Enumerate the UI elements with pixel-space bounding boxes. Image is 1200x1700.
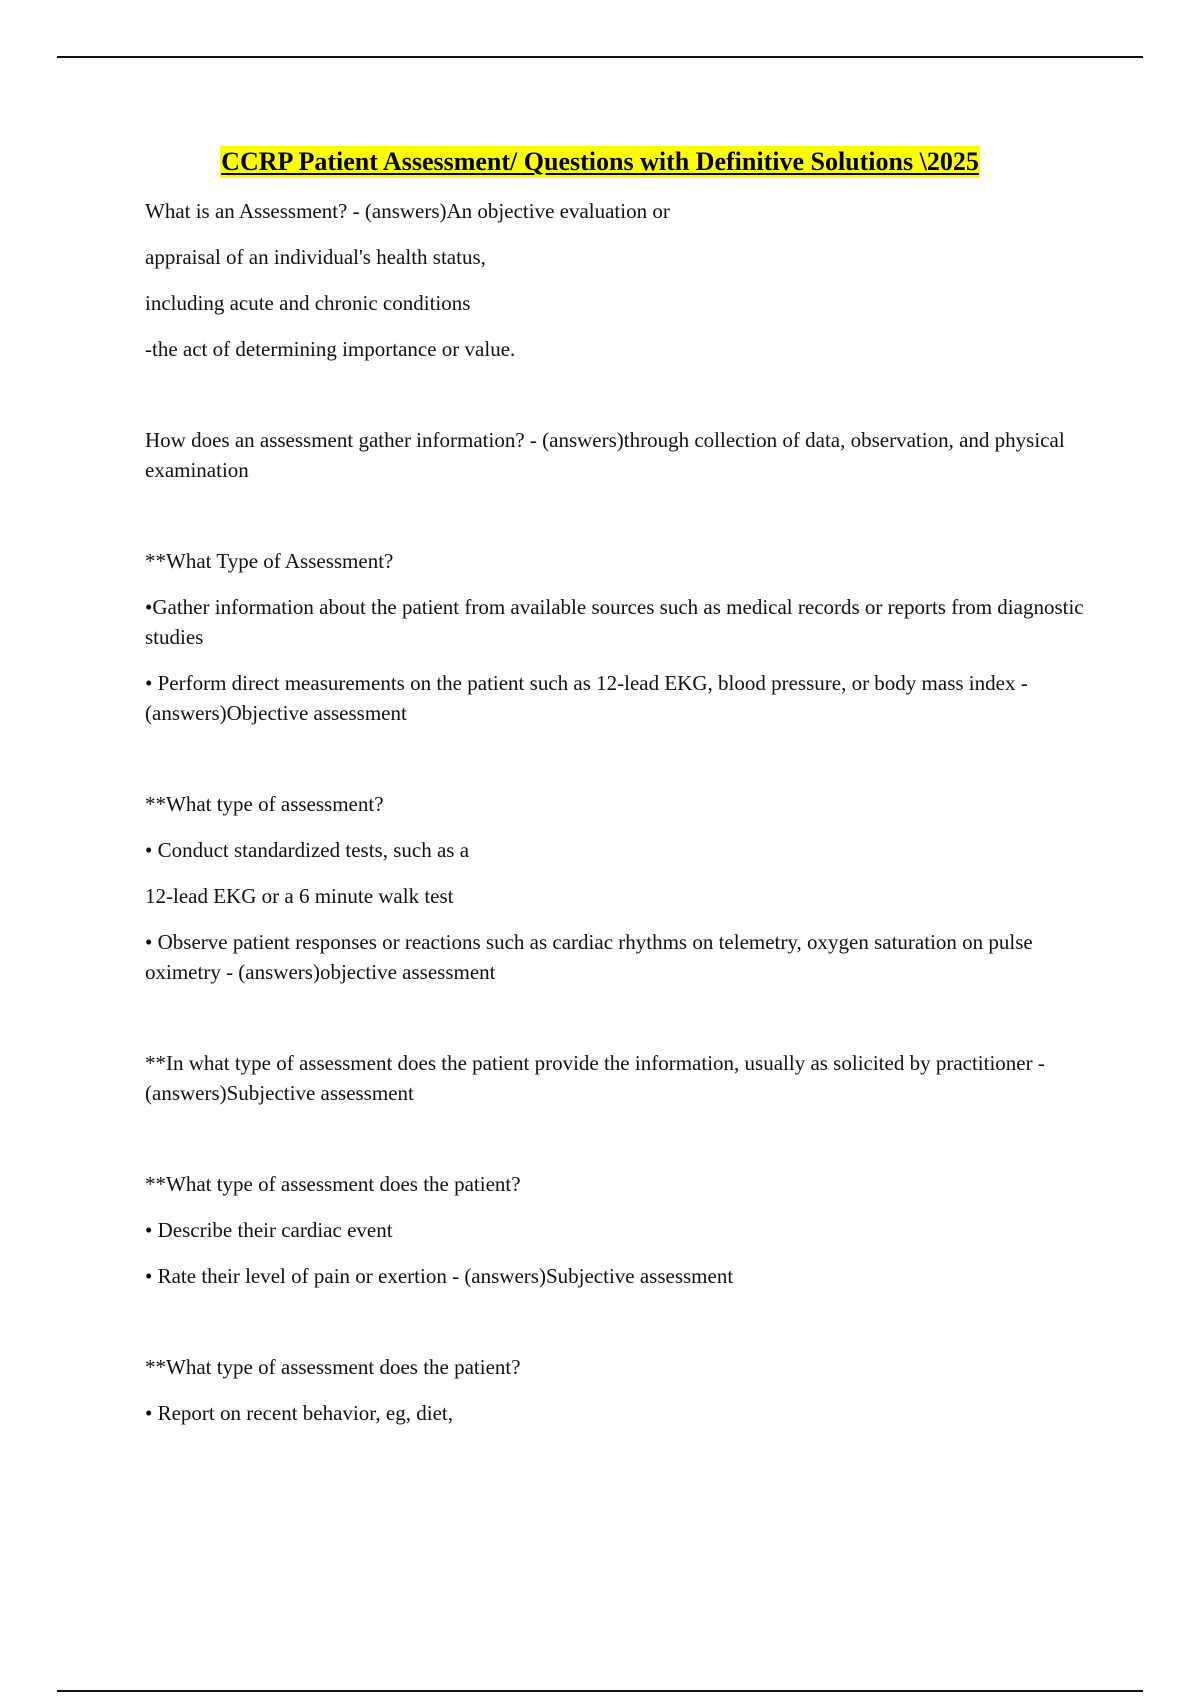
qa-block-1 [145,196,1095,364]
qa-line: • Observe patient responses or reactions such as cardiac rhythms on telemetry, oxygen saturation on pulse oximetry - (answers)objective assessment [145,930,1033,984]
qa-block-6 [145,1169,1095,1291]
qa-block-5 [145,1048,1095,1108]
qa-line: • Conduct standardized tests, such as a [145,838,470,862]
qa-line: How does an assessment gather information? - (answers)through collection of data, observation, and physical examination [145,428,1065,482]
qa-block-3 [145,546,1095,728]
qa-line: • Report on recent behavior, eg, diet, [145,1401,453,1425]
qa-line: **What type of assessment does the patient? [145,1355,521,1379]
qa-line: **In what type of assessment does the patient provide the information, usually as solicited by practitioner - (answers)Subjective assessment [145,1051,1045,1105]
document-body [145,196,1095,1444]
section-spacer [145,501,1095,546]
bottom-rule [57,1690,1143,1692]
document-title: CCRP Patient Assessment/ Questions with Definitive Solutions \2025 [221,147,979,176]
qa-line: •Gather information about the patient from available sources such as medical records or reports from diagnostic studies [145,595,1084,649]
qa-block-7 [145,1352,1095,1428]
section-spacer [145,1307,1095,1352]
section-spacer [145,1003,1095,1048]
qa-line: including acute and chronic conditions [145,291,471,315]
qa-line: What is an Assessment? - (answers)An objective evaluation or [145,199,670,223]
qa-line: -the act of determining importance or value. [145,337,516,361]
qa-line: 12-lead EKG or a 6 minute walk test [145,884,454,908]
section-spacer [145,744,1095,789]
qa-line: • Describe their cardiac event [145,1218,393,1242]
qa-line: • Rate their level of pain or exertion - (answers)Subjective assessment [145,1264,734,1288]
title-container [0,146,1200,178]
qa-block-2 [145,425,1095,485]
section-spacer [145,380,1095,425]
qa-block-4 [145,789,1095,987]
section-spacer [145,1124,1095,1169]
qa-line: **What type of assessment does the patient? [145,1172,521,1196]
qa-line: appraisal of an individual's health status, [145,245,486,269]
qa-line: **What type of assessment? [145,792,384,816]
qa-line: **What Type of Assessment? [145,549,394,573]
top-rule [57,56,1143,58]
qa-line: • Perform direct measurements on the patient such as 12-lead EKG, blood pressure, or body mass index - (answers)Objective assessment [145,671,1028,725]
